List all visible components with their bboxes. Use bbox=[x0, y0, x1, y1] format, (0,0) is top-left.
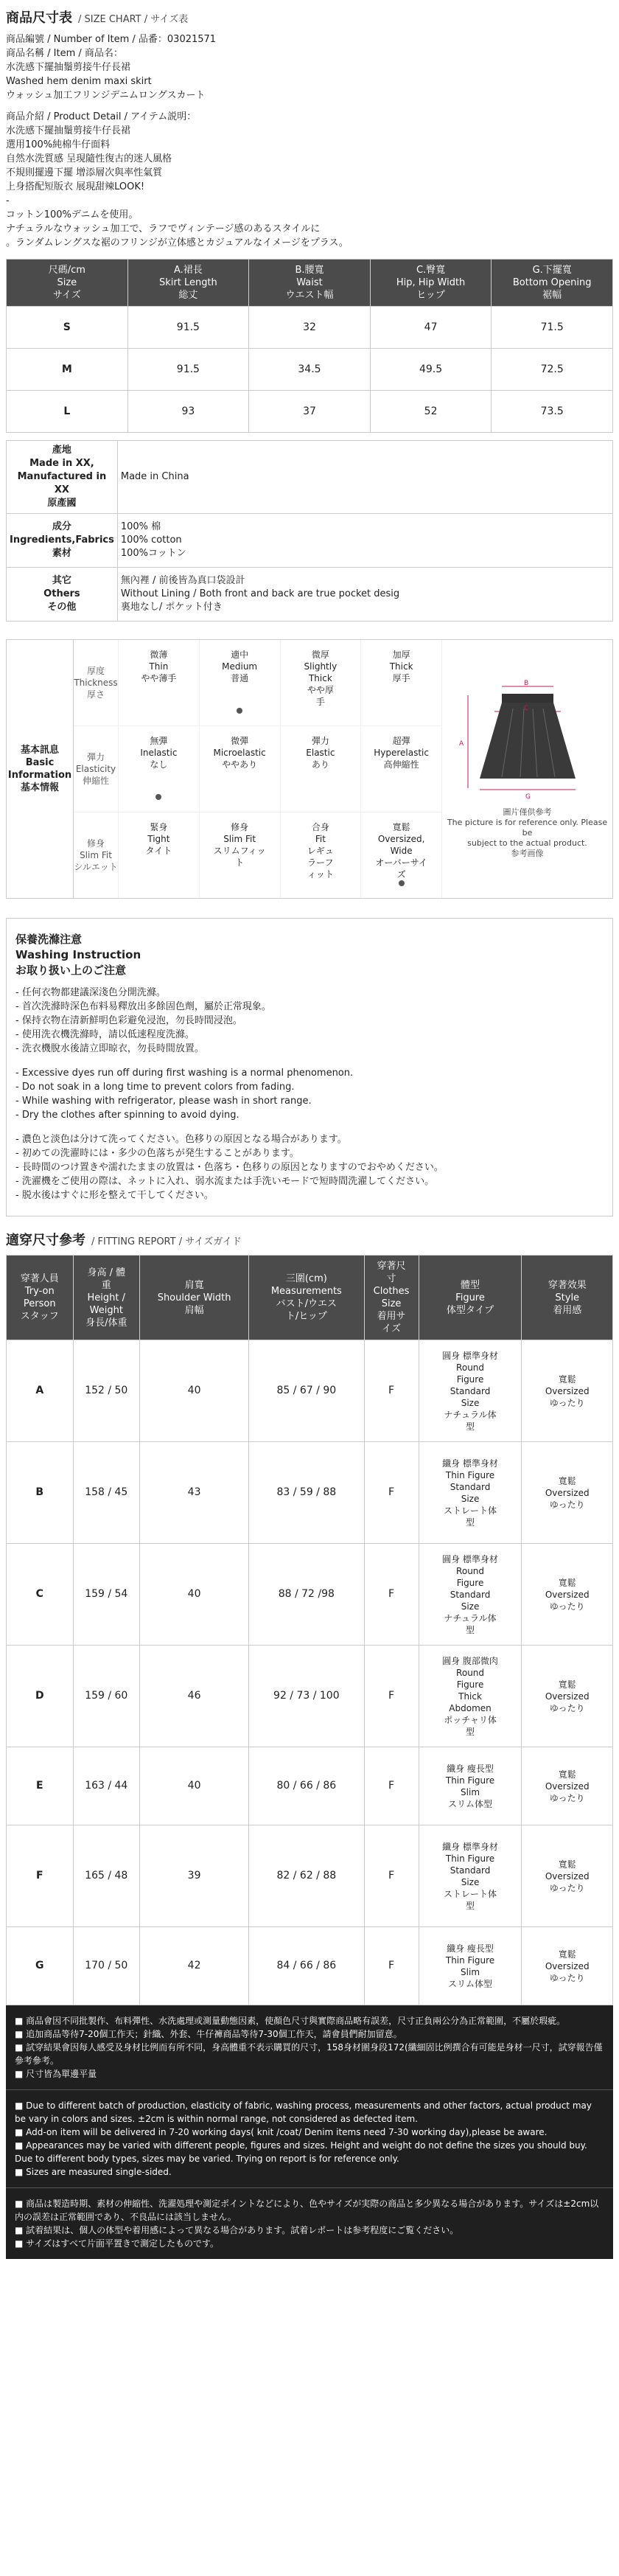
measurements-cell: 92 / 73 / 100 bbox=[249, 1646, 364, 1747]
attribute-grid bbox=[74, 640, 442, 898]
thickness-row bbox=[74, 640, 442, 726]
value-cell: 49.5 bbox=[370, 349, 492, 391]
hip-header: C.臀寬 Hip, Hip Width ヒップ bbox=[370, 260, 492, 307]
product-meta: 商品編號 / Number of Item / 品番：03021571 商品名稱 / Item / 商品名： 水洗感下擺抽鬚剪接牛仔長裙 Washed hem denim maxi skirt ウォッシュ加工フリンジデニムロングスカート bbox=[6, 34, 217, 101]
table-row bbox=[7, 1747, 613, 1825]
clothes-size-cell: F bbox=[364, 1747, 419, 1825]
size-chart-heading bbox=[6, 7, 613, 27]
size-chart-subtitle: / SIZE CHART / サイズ表 bbox=[78, 14, 189, 25]
washing-title: 保養洗滌注意 Washing Instruction お取り扱い上のご注意 bbox=[15, 933, 141, 977]
skirt-diagram-icon bbox=[450, 679, 605, 804]
clothes-size-header: 穿著尺 寸 Clothes Size 着用サ イズ bbox=[364, 1256, 419, 1340]
info-table bbox=[6, 440, 613, 622]
person-cell: A bbox=[7, 1340, 74, 1442]
svg-text:G: G bbox=[525, 793, 531, 801]
figure-cell: 圓身 標準身材 Round Figure Standard Size ナチュラル体 型 bbox=[419, 1544, 522, 1646]
value-cell: 37 bbox=[249, 391, 371, 433]
option-label: 微薄 Thin やや薄手 bbox=[141, 650, 177, 683]
clothes-size-cell: F bbox=[364, 1825, 419, 1927]
value-cell: 71.5 bbox=[492, 307, 613, 349]
size-cell: S bbox=[7, 307, 128, 349]
thickness-label: 厚度 Thickness 厚さ bbox=[74, 640, 119, 725]
person-cell: G bbox=[7, 1927, 74, 2005]
person-cell: C bbox=[7, 1544, 74, 1646]
figure-header: 體型 Figure 体型タイプ bbox=[419, 1256, 522, 1340]
option-label: 修身 Slim Fit スリムフィッ ト bbox=[213, 822, 266, 868]
option-label: 緊身 Tight タイト bbox=[145, 822, 172, 856]
fit-report-subtitle: / FITTING REPORT / サイズガイド bbox=[91, 1236, 242, 1247]
elasticity-label: 彈力 Elasticity 伸縮性 bbox=[74, 726, 119, 812]
measurements-cell: 83 / 59 / 88 bbox=[249, 1442, 364, 1544]
basic-information bbox=[6, 639, 613, 899]
option-label: 超彈 Hyperelastic 高伸縮性 bbox=[374, 736, 429, 770]
table-row bbox=[7, 568, 613, 622]
fit-table-header-row bbox=[7, 1256, 613, 1340]
bottom-opening-header: G.下擺寬 Bottom Opening 裾幅 bbox=[492, 260, 613, 307]
table-row bbox=[7, 1646, 613, 1747]
skirt-length-header: A.裙長 Skirt Length 総丈 bbox=[127, 260, 249, 307]
option-label: 無彈 Inelastic なし bbox=[140, 736, 178, 770]
fit-report-title: 適穿尺寸參考 bbox=[6, 1233, 85, 1248]
measurements-cell: 80 / 66 / 86 bbox=[249, 1747, 364, 1825]
size-cell: M bbox=[7, 349, 128, 391]
option-label: 寬鬆 Oversized, Wide オーバーサイ ズ bbox=[375, 822, 427, 880]
value-cell: 47 bbox=[370, 307, 492, 349]
measurements-cell: 85 / 67 / 90 bbox=[249, 1340, 364, 1442]
size-header: 尺碼/cm Size サイズ bbox=[7, 260, 128, 307]
style-cell: 寬鬆 Oversized ゆったり bbox=[522, 1747, 613, 1825]
person-cell: E bbox=[7, 1747, 74, 1825]
shoulder-cell: 46 bbox=[140, 1646, 249, 1747]
measurements-header: 三圍(cm) Measurements バスト/ウエス ト/ヒップ bbox=[249, 1256, 364, 1340]
height-weight-cell: 158 / 45 bbox=[73, 1442, 140, 1544]
value-cell: 52 bbox=[370, 391, 492, 433]
style-cell: 寬鬆 Oversized ゆったり bbox=[522, 1927, 613, 2005]
style-cell: 寬鬆 Oversized ゆったり bbox=[522, 1646, 613, 1747]
clothes-size-cell: F bbox=[364, 1340, 419, 1442]
figure-cell: 纖身 標準身材 Thin Figure Standard Size ストレート体 型 bbox=[419, 1442, 522, 1544]
table-row bbox=[7, 391, 613, 433]
measurements-cell: 82 / 62 / 88 bbox=[249, 1825, 364, 1927]
table-row bbox=[7, 1825, 613, 1927]
table-row bbox=[7, 1544, 613, 1646]
waist-header: B.腰寬 Waist ウエスト幅 bbox=[249, 260, 371, 307]
person-header: 穿著人員 Try-on Person スタッフ bbox=[7, 1256, 74, 1340]
fit-option-slim bbox=[200, 812, 281, 898]
fit-row bbox=[74, 812, 442, 898]
svg-text:B: B bbox=[523, 680, 528, 687]
table-row bbox=[7, 349, 613, 391]
ingredients-label: 成分 Ingredients,Fabrics 素材 bbox=[7, 514, 118, 568]
height-weight-header: 身高 / 體 重 Height / Weight 身長/体重 bbox=[73, 1256, 140, 1340]
height-weight-cell: 152 / 50 bbox=[73, 1340, 140, 1442]
svg-text:A: A bbox=[458, 740, 464, 748]
style-cell: 寬鬆 Oversized ゆったり bbox=[522, 1340, 613, 1442]
figure-cell: 纖身 瘦長型 Thin Figure Slim スリム体型 bbox=[419, 1747, 522, 1825]
elasticity-row bbox=[74, 726, 442, 812]
table-row bbox=[7, 1442, 613, 1544]
washing-instruction bbox=[6, 918, 613, 1216]
origin-value: Made in China bbox=[117, 441, 612, 514]
fit-option-oversized bbox=[361, 812, 442, 898]
elasticity-option-microelastic bbox=[200, 726, 281, 812]
fit-table bbox=[6, 1255, 613, 2005]
person-cell: D bbox=[7, 1646, 74, 1747]
value-cell: 32 bbox=[249, 307, 371, 349]
selected-dot-icon bbox=[155, 794, 161, 800]
fit-label: 修身 Slim Fit シルエット bbox=[74, 812, 119, 898]
height-weight-cell: 159 / 60 bbox=[73, 1646, 140, 1747]
table-row bbox=[7, 441, 613, 514]
product-description: 商品介紹 / Product Detail / アイテム説明： 水洗感下擺抽鬚剪接牛仔長裙 選用100%純棉牛仔面料 自然水洗質感 呈現隨性復古的迷人風格 不規則擺邊下擺 增添層次與率性氣質 上身搭配短版衣 展現甜辣LOOK! - コットン100%デニムを使用。 ナチュラルなウォッシュ加工で、ラフでヴィンテージ感のあるスタイルに 。ランダムレングスな裾のフリンジが立体感とカジュアルなイメージをプラス。 bbox=[6, 111, 349, 248]
shoulder-cell: 43 bbox=[140, 1442, 249, 1544]
clothes-size-cell: F bbox=[364, 1442, 419, 1544]
table-row bbox=[7, 1927, 613, 2005]
size-cell: L bbox=[7, 391, 128, 433]
size-table-header-row bbox=[7, 260, 613, 307]
style-cell: 寬鬆 Oversized ゆったり bbox=[522, 1544, 613, 1646]
elasticity-option-inelastic bbox=[119, 726, 200, 812]
option-label: 合身 Fit レギュ ラーフ ィット bbox=[307, 822, 334, 880]
shoulder-cell: 39 bbox=[140, 1825, 249, 1927]
person-cell: F bbox=[7, 1825, 74, 1927]
style-header: 穿著效果 Style 着用感 bbox=[522, 1256, 613, 1340]
clothes-size-cell: F bbox=[364, 1544, 419, 1646]
style-cell: 寬鬆 Oversized ゆったり bbox=[522, 1442, 613, 1544]
figure-cell: 纖身 瘦長型 Thin Figure Slim スリム体型 bbox=[419, 1927, 522, 2005]
height-weight-cell: 165 / 48 bbox=[73, 1825, 140, 1927]
skirt-diagram-panel bbox=[442, 640, 612, 898]
option-label: 微彈 Microelastic ややあり bbox=[213, 736, 266, 770]
svg-text:C: C bbox=[523, 705, 528, 712]
figure-cell: 纖身 標準身材 Thin Figure Standard Size ストレート体 型 bbox=[419, 1825, 522, 1927]
thickness-option-medium bbox=[200, 640, 281, 725]
option-label: 彈力 Elastic あり bbox=[306, 736, 335, 770]
others-value: 無內裡 / 前後皆為真口袋設計 Without Lining / Both front and back are true pocket desig 裏地なし/ ポケット付き bbox=[117, 568, 612, 622]
notes-en: ■ Due to different batch of production, elasticity of fabric, washing process, measurements and other factors, actual product may be vary in colors and sizes. ±2cm is within normal range, not considered as defected item. ■ Add-on item will be delivered in 7-20 working days( knit /coat/ Denim items need 7-30 working day),please be aware. ■ Appearances may be varied with different people, figures and sizes. Height and weight do not define the sizes you should buy. Due to different body types, sizes may be varied. Trying on report is for reference only. ■ Sizes are measured single-sided. bbox=[6, 2090, 613, 2188]
notes-jp: ■ 商品は製造時期、素材の伸縮性、洗濯処理や測定ポイントなどにより、色やサイズが実際の商品と多少異なる場合があります。サイズは±2cm以内の誤差は正常範囲であり、不良品には該当しません。 ■ 試着結果は、個人の体型や着用感によって異なる場合があります。試着レポートは参考程度にご覧ください。 ■ サイズはすべて片面平置きで測定したものです。 bbox=[15, 2199, 599, 2249]
shoulder-cell: 40 bbox=[140, 1340, 249, 1442]
option-label: 微厚 Slightly Thick やや厚 手 bbox=[304, 650, 338, 707]
value-cell: 34.5 bbox=[249, 349, 371, 391]
measurements-cell: 88 / 72 /98 bbox=[249, 1544, 364, 1646]
value-cell: 73.5 bbox=[492, 391, 613, 433]
washing-en: - Excessive dyes run off during first washing is a normal phenomenon. - Do not soak in a long time to prevent colors from fading. - While washing with refrigerator, please wash in short range. - Dry the clothes after spinning to avoid dying. bbox=[15, 1068, 354, 1121]
shoulder-cell: 42 bbox=[140, 1927, 249, 2005]
figure-cell: 圓身 腹部微肉 Round Figure Thick Abdomen ポッチャリ体 型 bbox=[419, 1646, 522, 1747]
thickness-option-thin bbox=[119, 640, 200, 725]
value-cell: 91.5 bbox=[127, 349, 249, 391]
table-row bbox=[7, 1340, 613, 1442]
selected-dot-icon bbox=[237, 708, 242, 714]
measurements-cell: 84 / 66 / 86 bbox=[249, 1927, 364, 2005]
washing-zh: - 任何衣物都建議深淺色分開洗滌。 - 首次洗滌時深色布料易釋放出多餘固色劑，屬於正常現象。 - 保持衣物在清新鮮明色彩避免浸泡，勿長時間浸泡。 - 使用洗衣機洗滌時，請以低速程度洗滌。 - 洗衣機脫水後請立即晾衣，勿長時間放置。 bbox=[15, 987, 271, 1054]
origin-label: 產地 Made in XX, Manufactured in XX 原產國 bbox=[7, 441, 118, 514]
shoulder-header: 肩寬 Shoulder Width 肩幅 bbox=[140, 1256, 249, 1340]
fit-option-fit bbox=[281, 812, 362, 898]
shoulder-cell: 40 bbox=[140, 1544, 249, 1646]
option-label: 適中 Medium 普通 bbox=[222, 650, 258, 683]
value-cell: 72.5 bbox=[492, 349, 613, 391]
others-label: 其它 Others その他 bbox=[7, 568, 118, 622]
option-label: 加厚 Thick 厚手 bbox=[389, 650, 413, 683]
elasticity-option-hyperelastic bbox=[361, 726, 442, 812]
table-row bbox=[7, 514, 613, 568]
size-table bbox=[6, 259, 613, 433]
clothes-size-cell: F bbox=[364, 1646, 419, 1747]
diagram-caption: 圖片僅供參考 The picture is for reference only. Please be subject to the actual product. 参考画像 bbox=[447, 807, 608, 858]
value-cell: 91.5 bbox=[127, 307, 249, 349]
washing-jp: - 濃色と淡色は分けて洗ってください。色移りの原因となる場合があります。 - 初めての洗濯時には・多少の色落ちが発生することがあります。 - 長時間のつけ置きや濡れたままの放置は・色落ち・色移りの原因となりますのでおやめください。 - 洗濯機をご使用の際は、ネットに入れ、弱水流または手洗いモードで短時間洗濯してください。 - 脱水後はすぐに形を整えて干してください。 bbox=[15, 1134, 444, 1201]
height-weight-cell: 170 / 50 bbox=[73, 1927, 140, 2005]
notes-panel bbox=[6, 2005, 613, 2259]
fit-report-heading bbox=[6, 1230, 613, 1249]
height-weight-cell: 159 / 54 bbox=[73, 1544, 140, 1646]
ingredients-value: 100% 棉 100% cotton 100%コットン bbox=[117, 514, 612, 568]
height-weight-cell: 163 / 44 bbox=[73, 1747, 140, 1825]
clothes-size-cell: F bbox=[364, 1927, 419, 2005]
elasticity-option-elastic bbox=[281, 726, 362, 812]
shoulder-cell: 40 bbox=[140, 1747, 249, 1825]
basic-information-label: 基本訊息 Basic Information 基本情報 bbox=[7, 640, 74, 898]
thickness-option-slightly-thick bbox=[281, 640, 362, 725]
value-cell: 93 bbox=[127, 391, 249, 433]
style-cell: 寬鬆 Oversized ゆったり bbox=[522, 1825, 613, 1927]
selected-dot-icon bbox=[399, 880, 405, 886]
fit-option-tight bbox=[119, 812, 200, 898]
size-chart-title: 商品尺寸表 bbox=[6, 10, 72, 26]
notes-zh: ■ 商品會因不同批製作、布料彈性、水洗處理或測量動態因素，使顏色尺寸與實際商品略有誤差，尺寸正負兩公分為正常範圍，不屬於瑕疵。 ■ 追加商品等待7-20個工作天；針織、外套、牛仔褲商品等待7-30個工作天，請會員們耐加留意。 ■ 試穿結果會因每人感受及身材比例而有所不同，身高體重不表示購買的尺寸，158身材圍身段172(纖細固比例撰合有可能是身材一尺寸，試穿報告僅參考參考。 ■ 尺寸皆為單邊平量 bbox=[6, 2005, 613, 2090]
table-row bbox=[7, 307, 613, 349]
person-cell: B bbox=[7, 1442, 74, 1544]
thickness-option-thick bbox=[361, 640, 442, 725]
figure-cell: 圓身 標準身材 Round Figure Standard Size ナチュラル体 型 bbox=[419, 1340, 522, 1442]
